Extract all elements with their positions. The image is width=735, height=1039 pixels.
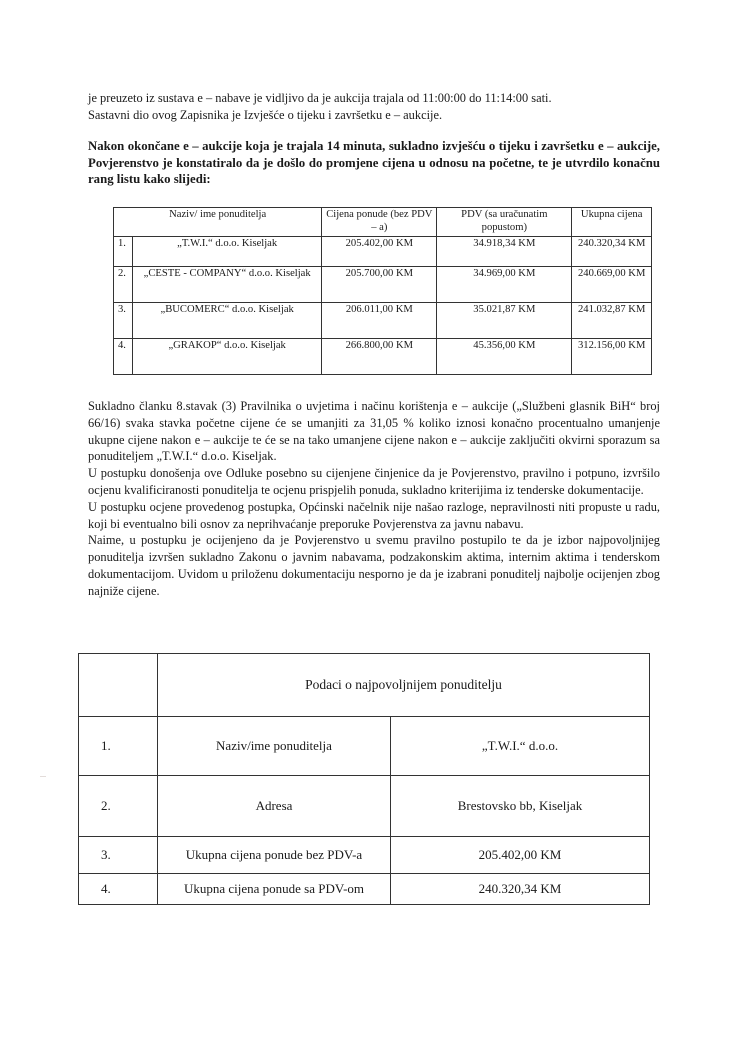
margin-mark: ... [40,770,46,779]
bid-vat: 35.021,87 KM [437,303,572,339]
row-number: 1. [114,237,133,267]
bid-total: 240.669,00 KM [572,267,652,303]
best-bidder-table [78,653,650,905]
row-number: 4. [114,339,133,375]
bid-total: 312.156,00 KM [572,339,652,375]
intro-line-1: je preuzeto iz sustava e – nabave je vidljivo da je aukcija trajala od 11:00:00 do 11:14:00 sati. [88,91,552,105]
decision-paragraph [88,138,660,188]
intro-paragraph [88,90,660,123]
bid-total: 240.320,34 KM [572,237,652,267]
best-table-title-row [79,654,650,717]
field-label: Ukupna cijena ponude bez PDV-a [158,837,391,874]
header-vat: PDV (sa uračunatim popustom) [437,208,572,237]
field-label: Naziv/ime ponuditelja [158,717,391,776]
table-row [114,267,652,303]
bidder-name: „BUCOMERC“ d.o.o. Kiseljak [133,303,322,339]
header-total: Ukupna cijena [572,208,652,237]
field-label: Adresa [158,776,391,837]
table-row [79,874,650,905]
table-row [79,776,650,837]
row-number: 2. [114,267,133,303]
header-name: Naziv/ ime ponuditelja [114,208,322,237]
bid-price: 205.402,00 KM [322,237,437,267]
title-spacer [79,654,158,717]
field-value: 205.402,00 KM [391,837,650,874]
row-number: 3. [114,303,133,339]
bid-vat: 34.918,34 KM [437,237,572,267]
bidder-name: „T.W.I.“ d.o.o. Kiseljak [133,237,322,267]
best-table-title: Podaci o najpovoljnijem ponuditelju [158,654,650,717]
bid-total: 241.032,87 KM [572,303,652,339]
field-value: 240.320,34 KM [391,874,650,905]
bid-vat: 45.356,00 KM [437,339,572,375]
bidder-name: „CESTE - COMPANY“ d.o.o. Kiseljak [133,267,322,303]
bid-price: 206.011,00 KM [322,303,437,339]
row-number: 1. [79,717,158,776]
row-number: 4. [79,874,158,905]
bid-price: 266.800,00 KM [322,339,437,375]
header-price: Cijena ponude (bez PDV – a) [322,208,437,237]
row-number: 2. [79,776,158,837]
body-paragraph-4: Naime, u postupku je ocijenjeno da je Povjerenstvo u svemu pravilno postupilo te da je izbor najpovoljnijeg ponuditelja izvršen sukladno Zakonu o javnim nabavama, podzakonskim aktima, internim aktima i tenderskom dokumentacijom. Uvidom u priloženu dokumentaciju nesporno je da je izabrani ponuditelj najbolje ocijenjen zbog najniže cijene. [88,533,660,598]
table-row [114,237,652,267]
body-paragraph-1: Sukladno članku 8.stavak (3) Pravilnika o uvjetima i načinu korištenja e – aukcije („Službeni glasnik BiH“ broj 66/16) svaka stavka početne cijene će se umanjiti za 31,05 % koliko iznosi konačno procentualno umanjenje ukupne cijene nakon e – aukcije te će se na tako umanjene cijene nakon e – aukcije zaključiti okvirni sporazum sa ponuditeljem „T.W.I.“ d.o.o. Kiseljak. [88,399,660,464]
field-label: Ukupna cijena ponude sa PDV-om [158,874,391,905]
table-row [114,303,652,339]
intro-line-2: Sastavni dio ovog Zapisnika je Izvješće o tijeku i završetku e – aukcije. [88,107,443,122]
bid-price: 205.700,00 KM [322,267,437,303]
table-row [79,717,650,776]
table-row [114,339,652,375]
rank-list-table [113,207,652,375]
decision-text: Nakon okončane e – aukcije koja je trajala 14 minuta, sukladno izvješću o tijeku i završetku e – aukcije, Povjerenstvo je konstatiralo da je došlo do promjene cijena u odnosu na početne, te je utvrdilo konačnu rang listu kako slijedi: [88,139,660,187]
body-paragraphs [88,398,660,600]
bidder-name: „GRAKOP“ d.o.o. Kiseljak [133,339,322,375]
field-value: Brestovsko bb, Kiseljak [391,776,650,837]
rank-table-header-row [114,208,652,237]
body-paragraph-2: U postupku donošenja ove Odluke posebno su cijenjene činjenice da je Povjerenstvo, pravilno i potpuno, izvršilo ocjenu kvalificiranosti ponuditelja te ocjenu prispjelih ponuda, sukladno kriterijima iz tenderske dokumentacije. [88,466,660,497]
row-number: 3. [79,837,158,874]
field-value: „T.W.I.“ d.o.o. [391,717,650,776]
bid-vat: 34.969,00 KM [437,267,572,303]
table-row [79,837,650,874]
body-paragraph-3: U postupku ocjene provedenog postupka, Općinski načelnik nije našao razloge, nepravilnosti niti propuste u radu, koji bi eventualno bili osnov za neprihvaćanje preporuke Povjerenstva za javnu nabavu. [88,499,660,531]
